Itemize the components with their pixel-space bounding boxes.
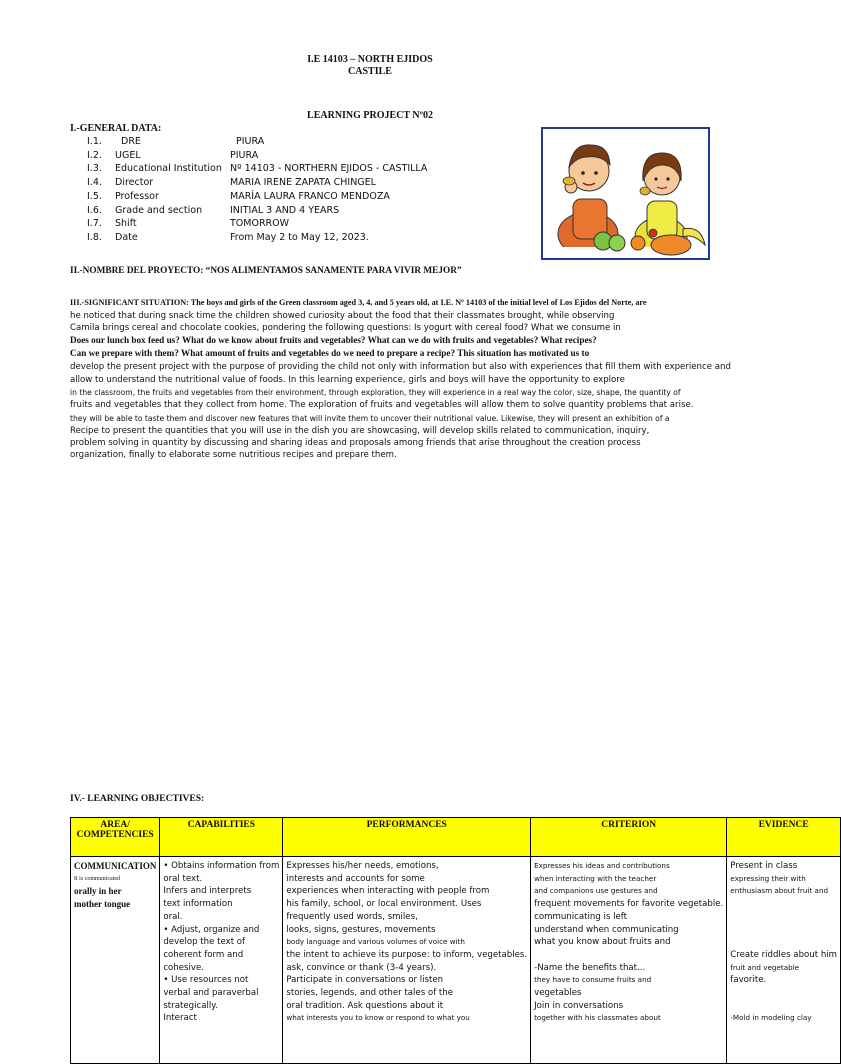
general-data-value: From May 2 to May 12, 2023. [230,231,369,243]
criterion-line: -Name the benefits that... [534,962,646,973]
project-title: LEARNING PROJECT Nº02 [307,110,433,121]
performances-cell [283,857,531,1064]
project-name: II.-NOMBRE DEL PROYECTO: “NOS ALIMENTAMOS SANAMENTE PARA VIVIR MEJOR” [70,266,462,276]
school-name: I.E 14103 – NORTH EJIDOS [307,54,433,65]
evidence-line [730,898,837,911]
evidence-line: favorite. [730,975,767,986]
general-data-number: I.6. [87,204,102,216]
column-header-capabilities: CAPABILITIES [160,818,283,857]
criterion-line: frequent movements for favorite vegetable. [534,899,724,910]
performance-line: stories, legends, and other tales of the [286,988,454,999]
area-line: It is communicated [74,875,120,882]
criterion-line: what you know about fruits and [534,937,671,948]
situation-line: Can we prepare with them? What amount of fruits and vegetables do we need to prepare a recipe? This situation has motivated us to [70,348,590,358]
evidence-line: Present in class [730,861,798,871]
table-header-row [71,818,841,857]
general-data-row [87,205,339,216]
general-data-heading: I.-GENERAL DATA: [70,123,162,134]
general-data-number: I.3. [87,163,102,175]
area-line: orally in her [74,886,122,897]
evidence-line [730,924,837,937]
column-header-performances: PERFORMANCES [283,818,531,857]
general-data-row [87,191,390,202]
objectives-heading: IV.- LEARNING OBJECTIVES: [70,794,205,804]
general-data-value: Nº 14103 - NORTHERN EJIDOS - CASTILLA [230,163,428,175]
general-data-value: PIURA [230,149,259,161]
general-data-label: Date [115,231,138,243]
capability-line: cohesive. [163,962,205,973]
criterion-line [534,949,723,962]
general-data-label: DRE [121,136,141,147]
general-data-label: Grade and section [115,204,203,216]
situation-line: Does our lunch box feed us? What do we know about fruits and vegetables? What can we do with fruits and vegetables? What recipes? [70,335,597,345]
performance-line: the intent to achieve its purpose: to inform, vegetables. [286,949,528,960]
criterion-line: understand when communicating [534,924,679,935]
performance-line: his family, school, or local environment. Uses [286,899,482,910]
criterion-line: when interacting with the teacher [534,873,657,883]
situation-line: fruits and vegetables that they collect from home. The exploration of fruits and vegetables will allow them to solve quantity problems that arise. [70,400,694,410]
general-data-number: I.2. [87,149,102,161]
general-data-label: Director [115,177,154,189]
evidence-line: fruit and vegetable [730,962,800,972]
situation-line: Camila brings cereal and chocolate cookies, pondering the following questions: Is yogurt with cereal food? What we consume in [70,323,621,333]
area-line: COMMUNICATION [74,861,157,871]
general-data-row [87,150,258,161]
general-data-value: MARIA IRENE ZAPATA CHINGEL [230,177,376,189]
general-data-number: I.7. [87,218,102,230]
general-data-label: UGEL [115,149,141,161]
general-data-value: INITIAL 3 AND 4 YEARS [230,204,340,216]
general-data-label: Educational Institution [115,163,222,175]
children-illustration [543,129,708,258]
performance-line: ask, convince or thank (3-4 years). [286,962,437,973]
capability-line: • Obtains information from [163,861,280,871]
situation-line: III.-SIGNIFICANT SITUATION: The boys and girls of the Green classroom aged 3, 4, and 5 years old, at I.E. Nº 14103 of the initial level of Los Ejidos del Norte, are [70,298,647,307]
capability-line: coherent form and [163,949,244,960]
situation-line: organization, finally to elaborate some nutritious recipes and prepare them. [70,450,397,460]
capability-line: verbal and paraverbal [163,988,259,999]
general-data-value: PIURA [236,136,265,147]
evidence-line [730,911,837,924]
evidence-line: Create riddles about him [730,949,838,960]
area-line: mother tongue [74,899,131,910]
school-city: CASTILE [348,66,392,77]
column-header-criterion: CRITERION [531,818,727,857]
situation-line: they will be able to taste them and discover new features that will invite them to uncover their nutritional value. Likewise, they will present an exhibition of a [70,414,670,423]
criterion-line: and companions use gestures and [534,886,658,896]
performance-line: oral tradition. Ask questions about it [286,1000,444,1011]
criterion-line: vegetables [534,988,582,999]
performance-line: what interests you to know or respond to what you [286,1013,470,1023]
performance-line: Participate in conversations or listen [286,975,444,986]
general-data-row [87,177,376,188]
general-data-label: Professor [115,190,159,202]
criterion-line: together with his classmates about [534,1013,661,1023]
general-data-number: I.5. [87,190,102,202]
table-row [71,857,841,1064]
performance-line: looks, signs, gestures, movements [286,924,436,935]
criterion-line: communicating is left [534,911,628,922]
evidence-line [730,936,837,949]
general-data-row [87,218,289,229]
general-data-value: TOMORROW [230,218,290,230]
criterion-line: Expresses his ideas and contributions [534,861,670,870]
capabilities-cell [160,857,283,1064]
evidence-cell [727,857,841,1064]
evidence-line: -Mold in modeling clay [730,1013,812,1023]
general-data-row [87,136,264,147]
capability-line: Infers and interprets [163,886,252,897]
performance-line: interests and accounts for some [286,873,425,884]
performance-line: experiences when interacting with people from [286,886,490,897]
column-header-evidence: EVIDENCE [727,818,841,857]
general-data-number: I.8. [87,231,102,243]
capability-line: oral. [163,911,183,922]
situation-line: allow to understand the nutritional value of foods. In this learning experience, girls and boys will have the opportunity to explore [70,375,625,385]
capability-line: develop the text of [163,937,246,948]
evidence-line [730,987,837,1000]
capability-line: text information [163,899,233,910]
column-header-area: AREA/ COMPETENCIES [71,818,160,857]
criterion-line: Join in conversations [534,1000,624,1011]
situation-line: he noticed that during snack time the children showed curiosity about the food that their classmates brought, while observing [70,311,615,321]
children-eating-fruit-image [541,127,710,260]
objectives-table [70,817,841,1064]
performance-line: frequently used words, smiles, [286,911,418,922]
capability-line: • Adjust, organize and [163,924,260,935]
performance-line: body language and various volumes of voice with [286,937,465,947]
general-data-number: I.1. [87,136,102,147]
evidence-line: expressing their with [730,873,806,883]
situation-line: Recipe to present the quantities that you will use in the dish you are showcasing, will develop skills related to communication, inquiry, [70,426,650,436]
capability-line: • Use resources not [163,975,249,986]
general-data-value: MARÍA LAURA FRANCO MENDOZA [230,190,390,202]
capability-line: oral text. [163,873,203,884]
general-data-label: Shift [115,218,137,230]
capability-line: strategically. [163,1000,218,1011]
general-data-row [87,163,427,174]
general-data-row [87,232,369,243]
criterion-line: they have to consume fruits and [534,975,652,985]
performance-line: Expresses his/her needs, emotions, [286,861,439,871]
situation-line: develop the present project with the purpose of providing the child not only with information but also with experiences that fill them with experience and [70,362,731,372]
area-cell [71,857,160,1064]
situation-line: in the classroom, the fruits and vegetables from their environment, through exploration, they will experience in a real way the color, size, shape, the quantity of [70,388,681,397]
evidence-line: enthusiasm about fruit and [730,886,829,896]
criterion-cell [531,857,727,1064]
capability-line: Interact [163,1013,197,1024]
evidence-line [730,1000,837,1013]
situation-line: problem solving in quantity by discussing and sharing ideas and proposals among friends that arise throughout the creation process [70,438,641,448]
general-data-number: I.4. [87,177,102,189]
